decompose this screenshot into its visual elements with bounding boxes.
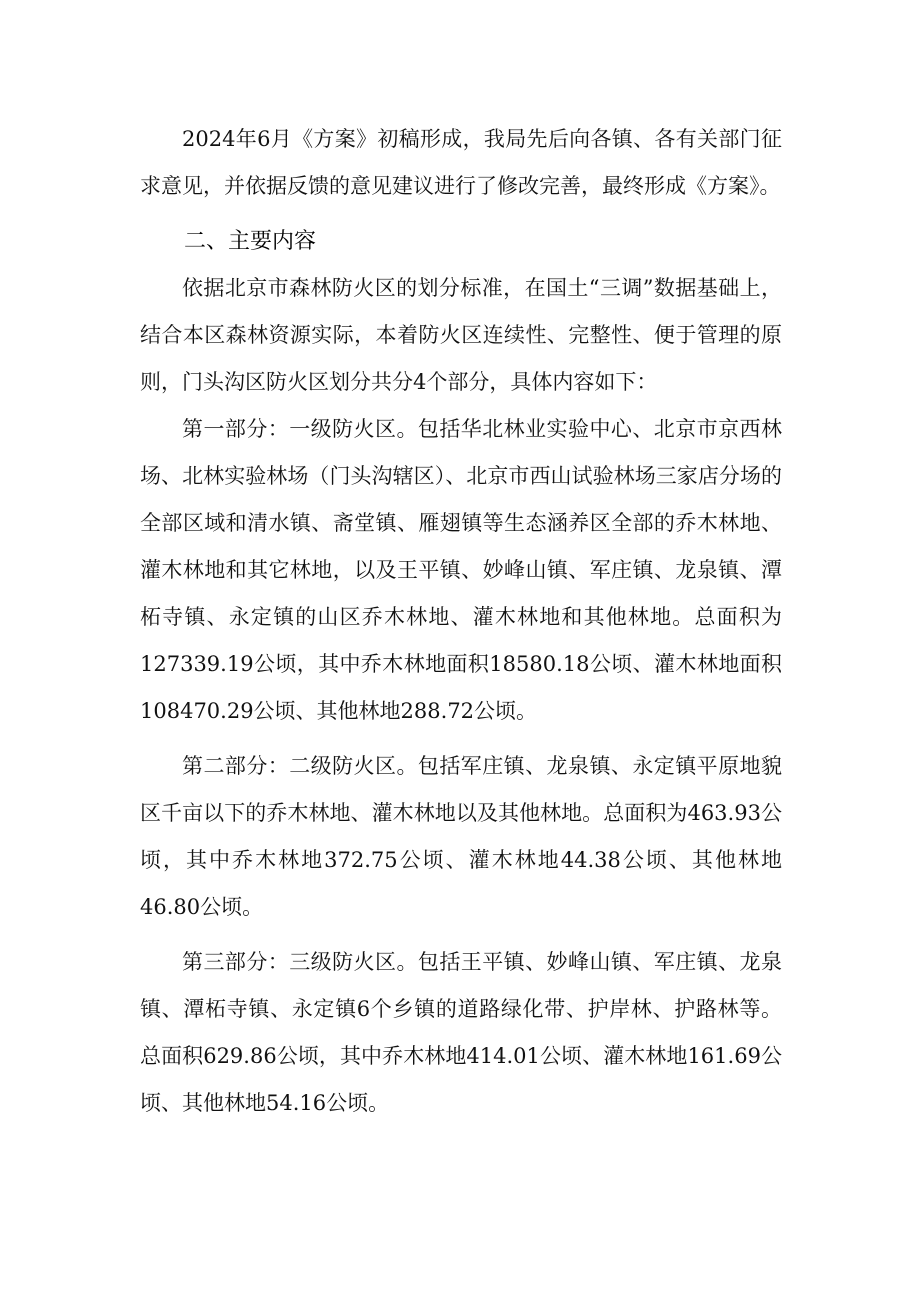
paragraph-part-3: 第三部分：三级防火区。包括王平镇、妙峰山镇、军庄镇、龙泉镇、潭柘寺镇、永定镇6个乡镇的道路绿化带、护岸林、护路林等。总面积629.86公顷，其中乔木林地414.01公顷、灌木林地161.69公顷、其他林地54.16公顷。 xyxy=(140,950,782,1115)
paragraph-part-1: 第一部分：一级防火区。包括华北林业实验中心、北京市京西林场、北林实验林场（门头沟辖区）、北京市西山试验林场三家店分场的全部区域和清水镇、斋堂镇、雁翅镇等生态涵养区全部的乔木林地、灌木林地和其它林地，以及王平镇、妙峰山镇、军庄镇、龙泉镇、潭柘寺镇、永定镇的山区乔木林地、灌木林地和其他林地。总面积为127339.19公顷，其中乔木林地面积18580.18公顷、灌木林地面积108470.29公顷、其他林地288.72公顷。 xyxy=(140,417,782,723)
paragraph-part-2: 第二部分：二级防火区。包括军庄镇、龙泉镇、永定镇平原地貌区千亩以下的乔木林地、灌木林地以及其他林地。总面积为463.93公顷，其中乔木林地372.75公顷、灌木林地44.38公顷、其他林地46.80公顷。 xyxy=(140,754,782,919)
paragraph-intro: 2024年6月《方案》初稿形成，我局先后向各镇、各有关部门征求意见，并依据反馈的意见建议进行了修改完善，最终形成《方案》。 xyxy=(140,127,782,198)
paragraph-overview: 依据北京市森林防火区的划分标准，在国土“三调”数据基础上，结合本区森林资源实际，本着防火区连续性、完整性、便于管理的原则，门头沟区防火区划分共分4个部分，具体内容如下： xyxy=(140,276,782,394)
document-body xyxy=(140,116,782,1127)
section-heading: 二、主要内容 xyxy=(184,229,317,254)
